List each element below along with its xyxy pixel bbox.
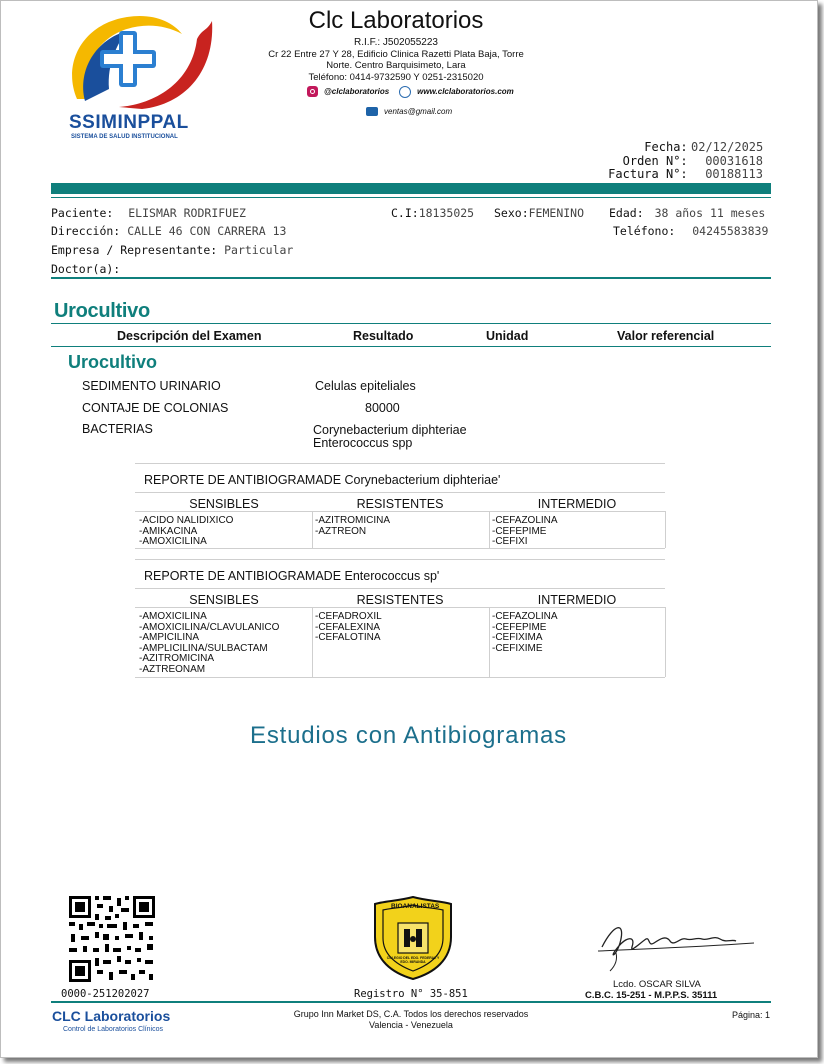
header-divider-thin <box>51 197 771 198</box>
antibiogram-1-rule <box>135 492 665 493</box>
factura-value: 00188113 <box>705 167 763 181</box>
instagram-row <box>307 85 514 98</box>
antibiogram-1-title: REPORTE DE ANTIBIOGRAMADE Corynebacterium diphteriae' <box>144 473 501 487</box>
fecha-row <box>644 140 763 154</box>
result-value: Celulas epiteliales <box>315 379 416 393</box>
col-resultado: Resultado <box>353 329 414 343</box>
paciente-label: Paciente: <box>51 206 114 220</box>
antibiogram-2-col-divider <box>665 607 666 677</box>
qr-graphic <box>67 894 157 984</box>
orden-value: 00031618 <box>705 154 763 168</box>
col-referencial: Valor referencial <box>617 329 715 343</box>
telefono-field <box>613 224 768 238</box>
list-item: -AMOXICILINA <box>139 536 207 547</box>
antibiogram-1-header-resistentes: RESISTENTES <box>356 497 444 511</box>
antibiogram-2-bottom <box>135 677 665 678</box>
logo-subtitle: SISTEMA DE SALUD INSTITUCIONAL <box>71 134 178 140</box>
sexo-value: FEMENINO <box>528 206 585 220</box>
list-item: -CEFIXIME <box>492 642 543 654</box>
antibiogram-2-rule <box>135 588 665 589</box>
list-item: -ACIDO NALIDIXICO <box>139 515 234 526</box>
header-divider <box>51 183 771 194</box>
antibiogram-1-col-divider <box>312 511 313 548</box>
signature-graphic <box>596 913 756 973</box>
antibiogram-2-sensibles <box>139 612 279 675</box>
list-item: -CEFAZOLINA <box>492 515 558 526</box>
ssiminppal-logo <box>57 9 217 144</box>
antibiogram-1-col-divider <box>489 511 490 548</box>
list-item: -AZTREON <box>315 525 367 537</box>
direccion-label: Dirección: <box>51 224 121 238</box>
ci-value: 18135025 <box>418 206 475 220</box>
antibiogram-1-intermedio <box>492 516 558 548</box>
doctor-label: Doctor(a): <box>51 262 121 276</box>
studies-banner: Estudios con Antibiogramas <box>250 722 567 749</box>
list-item: -AZTREONAM <box>139 663 206 675</box>
col-descripcion: Descripción del Examen <box>117 329 262 343</box>
list-item: -CEFALEXINA <box>315 621 381 633</box>
edad-field <box>609 206 765 220</box>
antibiogram-1-bottom <box>135 548 665 549</box>
address-line-1: Cr 22 Entre 27 Y 28, Edificio Clinica Razetti Plata Baja, Torre <box>268 49 524 60</box>
antibiogram-1-top <box>135 463 665 464</box>
list-item: -CEFADROXIL <box>315 611 382 622</box>
antibiogram-2-header-sensibles: SENSIBLES <box>189 593 259 607</box>
antibiogram-2-header-rule <box>135 607 665 608</box>
columns-underline <box>51 346 771 347</box>
factura-label: Factura N°: <box>608 167 688 181</box>
orden-label: Orden N°: <box>622 154 688 168</box>
rif: R.I.F.: J502055223 <box>354 37 438 48</box>
logo-text: SSIMINPPAL <box>69 112 189 133</box>
telefono-label: Teléfono: <box>613 224 676 238</box>
direccion-value: CALLE 46 CON CARRERA 13 <box>127 224 287 238</box>
result-value: Enterococcus spp <box>313 436 413 450</box>
registro: Registro N° 35-851 <box>354 988 468 1000</box>
subsection-title: Urocultivo <box>68 352 158 372</box>
antibiogram-1-sensibles <box>139 516 233 548</box>
section-underline <box>51 323 771 324</box>
antibiogram-1-resistentes <box>315 516 390 537</box>
company-name: Clc Laboratorios <box>308 7 484 34</box>
paciente-value: ELISMAR RODRIFUEZ <box>128 206 246 220</box>
signer-name: Lcdo. OSCAR SILVA <box>613 979 701 990</box>
phones: Teléfono: 0414-9732590 Y 0251-2315020 <box>308 72 484 83</box>
list-item: -AMOXICILINA <box>139 611 207 622</box>
seal-ring-text: COLEGIO DEL EDO. FEDERAL Y EDO. MIRANDA <box>386 956 440 964</box>
col-unidad: Unidad <box>486 329 529 343</box>
antibiogram-2-resistentes <box>315 612 382 644</box>
antibiogram-2-header-intermedio: INTERMEDIO <box>537 593 617 607</box>
antibiogram-1-header-sensibles: SENSIBLES <box>189 497 259 511</box>
signer-ids: C.B.C. 15-251 - M.P.P.S. 35111 <box>585 990 718 1001</box>
paciente-field <box>51 206 246 220</box>
antibiogram-1-header-rule <box>135 511 665 512</box>
seal-title: BIOANALISTAS <box>391 903 440 910</box>
list-item: -AMOXICILINA/CLAVULANICO <box>139 621 280 633</box>
empresa-label: Empresa / Representante: <box>51 243 218 257</box>
email-icon <box>366 107 378 116</box>
list-item: -CEFIXI <box>492 536 528 547</box>
patient-divider <box>51 277 771 279</box>
signature <box>596 913 756 973</box>
email-row <box>366 105 452 118</box>
footer-brand-sub: Control de Laboratorios Clínicos <box>63 1026 163 1033</box>
empresa-field <box>51 243 293 257</box>
antibiogram-2-top <box>135 559 665 560</box>
fecha-value: 02/12/2025 <box>691 140 764 154</box>
orden-row <box>623 154 763 168</box>
qr-code-number: 0000-251202027 <box>61 988 150 1000</box>
list-item: -AMPLICILINA/SULBACTAM <box>139 642 268 654</box>
instagram-handle[interactable]: @clclaboratorios <box>324 87 390 96</box>
location: Valencia - Venezuela <box>369 1020 453 1030</box>
list-item: -CEFEPIME <box>492 621 547 633</box>
instagram-icon <box>307 86 318 97</box>
ci-field <box>391 206 474 220</box>
result-value: Corynebacterium diphteriae <box>313 423 467 437</box>
antibiogram-2-intermedio <box>492 612 558 654</box>
antibiogram-2-col-divider <box>489 607 490 677</box>
list-item: -CEFEPIME <box>492 525 547 537</box>
list-item: -AMIKACINA <box>139 525 198 537</box>
result-value: 80000 <box>365 401 400 415</box>
sexo-label: Sexo: <box>494 206 529 220</box>
list-item: -CEFIXIMA <box>492 632 543 643</box>
factura-row <box>608 167 763 181</box>
direccion-field <box>51 224 286 238</box>
footer-divider <box>51 1001 771 1003</box>
list-item: -AZITROMICINA <box>315 515 390 526</box>
list-item: -CEFAZOLINA <box>492 611 558 622</box>
sexo-field <box>494 206 584 220</box>
qr-code <box>67 894 157 984</box>
antibiogram-2-header-resistentes: RESISTENTES <box>356 593 444 607</box>
antibiogram-1-col-divider <box>665 511 666 548</box>
list-item: -CEFALOTINA <box>315 632 381 643</box>
footer-brand: CLC Laboratorios <box>52 1008 171 1024</box>
antibiogram-2-col-divider <box>312 607 313 677</box>
telefono-value: 04245583839 <box>692 224 769 238</box>
edad-label: Edad: <box>609 206 644 220</box>
globe-icon <box>399 86 411 98</box>
fecha-label: Fecha: <box>644 140 688 154</box>
result-name: CONTAJE DE COLONIAS <box>82 401 229 415</box>
page-number: Página: 1 <box>732 1010 771 1020</box>
bioanalistas-seal <box>371 895 455 981</box>
antibiogram-2-title: REPORTE DE ANTIBIOGRAMADE Enterococcus sp' <box>144 569 440 583</box>
doctor-field <box>51 262 120 276</box>
antibiogram-1-header-intermedio: INTERMEDIO <box>537 497 617 511</box>
ci-label: C.I: <box>391 206 419 220</box>
copyright: Grupo Inn Market DS, C.A. Todos los derechos reservados <box>293 1009 529 1019</box>
email-address[interactable]: ventas@gmail.com <box>384 107 453 116</box>
list-item: -AMPICILINA <box>139 632 200 643</box>
list-item: -AZITROMICINA <box>139 653 214 664</box>
result-name: SEDIMENTO URINARIO <box>82 379 221 393</box>
website-link[interactable]: www.clclaboratorios.com <box>417 87 514 96</box>
empresa-value: Particular <box>224 243 294 257</box>
result-name: BACTERIAS <box>82 422 153 436</box>
section-title: Urocultivo <box>54 300 150 322</box>
edad-value: 38 años 11 meses <box>654 206 766 220</box>
address-line-2: Norte. Centro Barquisimeto, Lara <box>326 60 466 71</box>
